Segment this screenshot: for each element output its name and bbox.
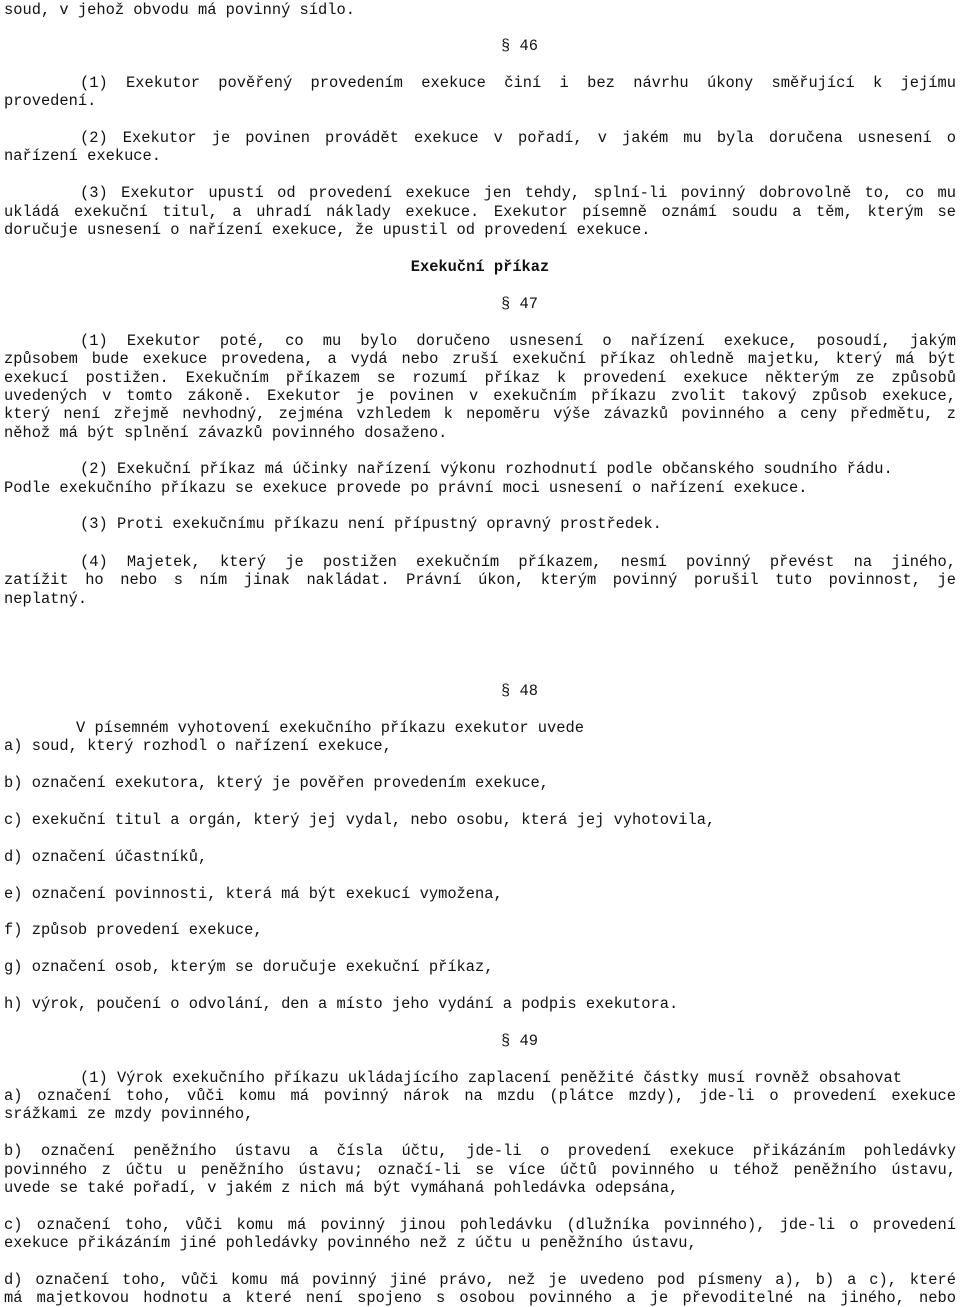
text-line: způsobem bude exekuce provedena, a vydá nebo zruší exekuční příkaz ohledně majetku, který má být [4, 350, 956, 368]
text-line: srážkami ze mzdy povinného, [4, 1105, 254, 1123]
text-line: (1) Exekutor poté, co mu bylo doručeno usnesení o nařízení exekuce, posoudí, jakým [80, 332, 956, 350]
text-line: (3) Proti exekučnímu příkazu není přípustný opravný prostředek. [80, 515, 662, 533]
text-line: (2) Exekutor je povinen provádět exekuce v pořadí, v jakém mu byla doručena usnesení o [80, 129, 956, 147]
text-line: (4) Majetek, který je postižen exekučním příkazem, nesmí povinný převést na jiného, [80, 553, 956, 571]
list-item: c) exekuční titul a orgán, který jej vydal, nebo osobu, která jej vyhotovila, [4, 811, 716, 829]
text-line: něhož má být splnění závazků povinného dosaženo. [4, 424, 448, 442]
text-line: zatížit ho nebo s ním jinak nakládat. Právní úkon, kterým povinný porušil tuto povinnost, je [4, 571, 956, 589]
list-item: a) soud, který rozhodl o nařízení exekuce, [4, 737, 392, 755]
text-line: provedení. [4, 92, 97, 110]
text-line: exekucí postižen. Exekučním příkazem se rozumí příkaz k provedení exekuce některým ze způsobů [4, 369, 956, 387]
section-number: § 46 [501, 37, 538, 55]
list-item: e) označení povinnosti, která má být exekucí vymožena, [4, 885, 503, 903]
text-line: (1) Exekutor pověřený provedením exekuce činí i bez návrhu úkony směřující k jejímu [80, 74, 956, 92]
text-line: ukládá exekuční titul, a uhradí náklady exekuce. Exekutor písemně oznámí soudu a těm, kterým se [4, 203, 956, 221]
list-item: d) označení toho, vůči komu má povinný jiné právo, než je uvedeno pod písmeny a), b) a c), které [4, 1271, 956, 1289]
list-item: f) způsob provedení exekuce, [4, 921, 263, 939]
text-line: uvedených v tomto zákoně. Exekutor je povinen v exekučním příkazu zvolit takový způsob exekuce, [4, 387, 956, 405]
text-line: soud, v jehož obvodu má povinný sídlo. [4, 1, 355, 19]
text-line: má majetkovou hodnotu a které není spojeno s osobou povinného a je převoditelné na jiného, nebo [4, 1289, 956, 1307]
text-line: doručuje usnesení o nařízení exekuce, že upustil od provedení exekuce. [4, 221, 651, 239]
text-line: (1) Výrok exekučního příkazu ukládajícího zaplacení peněžité částky musí rovněž obsahovat [80, 1069, 902, 1087]
text-line: uvede se také pořadí, v jakém z nich má být vymáhaná pohledávka odepsána, [4, 1179, 679, 1197]
text-line: který není zřejmě nevhodný, zejména vzhledem k nepoměru výše závazků povinného a ceny předmětu, z [4, 405, 956, 423]
list-item: b) označení peněžního ústavu a čísla účtu, jde-li o provedení exekuce přikázáním pohledávky [4, 1142, 956, 1160]
list-item: h) výrok, poučení o odvolání, den a místo jeho vydání a podpis exekutora. [4, 995, 679, 1013]
section-number: § 48 [501, 682, 538, 700]
list-item: d) označení účastníků, [4, 848, 208, 866]
text-line: neplatný. [4, 590, 88, 608]
section-heading: Exekuční příkaz [410, 258, 550, 276]
text-line: exekuce přikázáním jiné pohledávky povinného než z účtu u peněžního ústavu, [4, 1234, 697, 1252]
list-item: a) označení toho, vůči komu má povinný nárok na mzdu (plátce mzdy), jde-li o provedení exekuce [4, 1087, 956, 1105]
list-item: c) označení toho, vůči komu má povinný jinou pohledávku (dlužníka povinného), jde-li o provedení [4, 1216, 956, 1234]
text-line: Podle exekučního příkazu se exekuce provede po právní moci usnesení o nařízení exekuce. [4, 479, 808, 497]
text-line: V písemném vyhotovení exekučního příkazu exekutor uvede [76, 719, 584, 737]
text-line: (3) Exekutor upustí od provedení exekuce jen tehdy, splní-li povinný dobrovolně to, co mu [80, 184, 956, 202]
text-line: nařízení exekuce. [4, 147, 162, 165]
section-number: § 47 [501, 295, 538, 313]
list-item: g) označení osob, kterým se doručuje exekuční příkaz, [4, 958, 494, 976]
list-item: b) označení exekutora, který je pověřen provedením exekuce, [4, 774, 549, 792]
section-number: § 49 [501, 1032, 538, 1050]
text-line: povinného z účtu u peněžního ústavu; označí-li se více účtů povinného u téhož peněžního ústavu, [4, 1161, 956, 1179]
text-line: (2) Exekuční příkaz má účinky nařízení výkonu rozhodnutí podle občanského soudního řádu. [80, 460, 893, 478]
